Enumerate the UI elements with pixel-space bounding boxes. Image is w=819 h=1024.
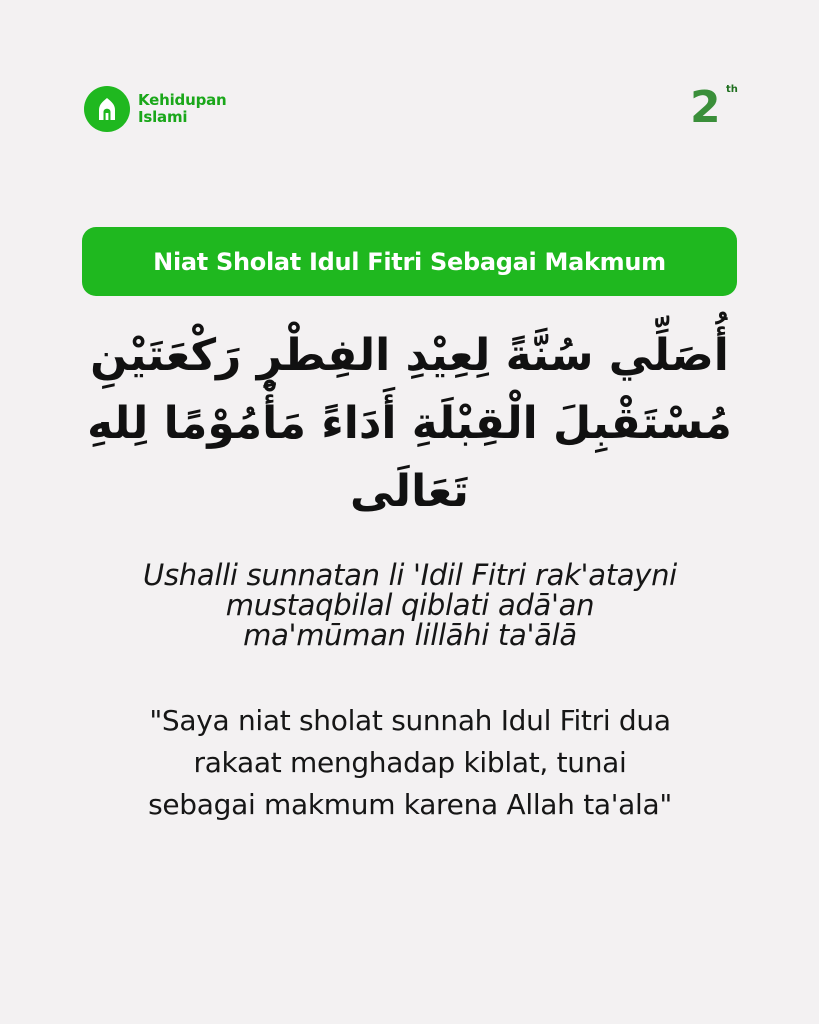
translation: [60, 700, 760, 826]
page-title: Niat Sholat Idul Fitri Sebagai Makmum: [153, 247, 666, 276]
mosque-icon: [84, 86, 130, 132]
arabic-text: أُصَلِّي سُنَّةً لِعِيْدِ الفِطْرِ رَكْعَتَيْنِ مُسْتَقْبِلَ الْقِبْلَةِ أَدَاءً مَأْمُوْمًا لِلهِ تَعَالَى: [87, 330, 732, 517]
brand-name-line1: Kehidupan: [138, 91, 227, 109]
transliteration-line: mustaqbilal qiblati adā'an: [225, 588, 595, 622]
title-banner: [82, 227, 737, 296]
translation-line: sebagai makmum karena Allah ta'ala": [148, 788, 672, 821]
translation-line: "Saya niat sholat sunnah Idul Fitri dua: [149, 704, 671, 737]
brand-name: [138, 92, 227, 126]
brand-name-line2: Islami: [138, 108, 188, 126]
translation-line: rakaat menghadap kiblat, tunai: [193, 746, 627, 779]
transliteration: [60, 560, 760, 650]
anniversary-badge: [690, 82, 740, 136]
anniversary-suffix: th: [726, 84, 738, 95]
brand-logo: [84, 86, 227, 132]
transliteration-line: Ushalli sunnatan li 'Idil Fitri rak'atayni: [143, 558, 677, 592]
anniversary-number: 2: [690, 82, 721, 133]
transliteration-line: ma'mūman lillāhi ta'ālā: [243, 618, 577, 652]
